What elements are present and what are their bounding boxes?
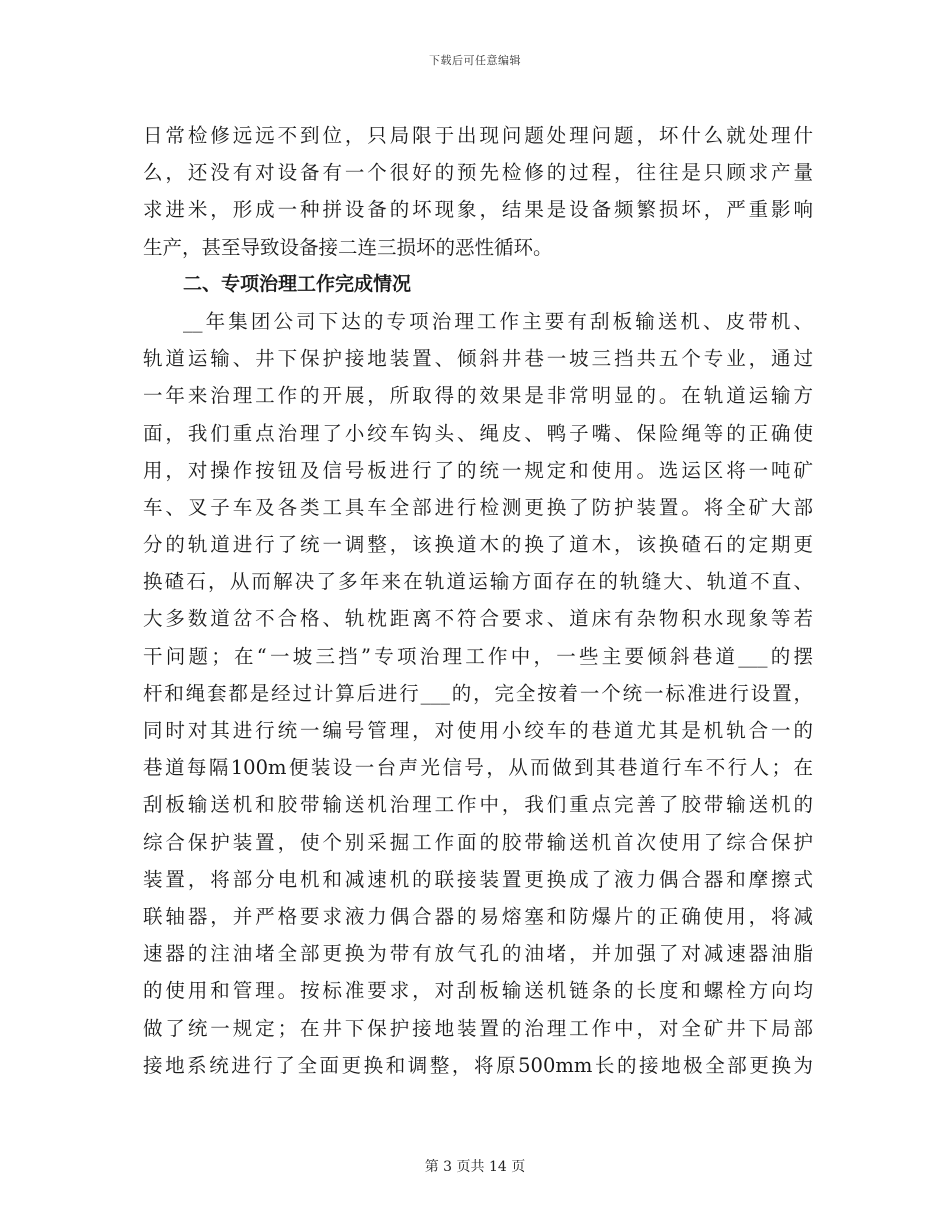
paragraph-1 bbox=[143, 117, 813, 266]
text-line: 同时对其进行统一编号管理，对使用小绞车的巷道尤其是机轨合一的 bbox=[143, 719, 813, 742]
text-line: 做了统一规定；在井下保护接地装置的治理工作中，对全矿井下局部 bbox=[143, 1016, 813, 1040]
document-body bbox=[143, 117, 813, 1084]
text-line: 速器的注油堵全部更换为带有放气孔的油堵，并加强了对减速器油脂 bbox=[143, 942, 813, 966]
page-footer: 第 3 页共 14 页 bbox=[424, 1159, 526, 1175]
text-line: 面，我们重点治理了小绞车钩头、绳皮、鸭子嘴、保险绳等的正确使 bbox=[143, 421, 813, 445]
section-heading: 二、专项治理工作完成情况 bbox=[183, 272, 412, 295]
page-header: 下载后可任意编辑 bbox=[429, 54, 521, 67]
text-line: 用，对操作按钮及信号板进行了的统一规定和使用。选运区将一吨矿 bbox=[143, 458, 813, 482]
text-line: 刮板输送机和胶带输送机治理工作中，我们重点完善了胶带输送机的 bbox=[143, 793, 813, 817]
text-line: 装置，将部分电机和减速机的联接装置更换成了液力偶合器和摩擦式 bbox=[143, 867, 813, 891]
text-line: 综合保护装置，使个别采掘工作面的胶带输送机首次使用了综合保护 bbox=[143, 830, 813, 854]
text-line: 日常检修远远不到位，只局限于出现问题处理问题，坏什么就处理什 bbox=[143, 124, 813, 147]
text-line: 么，还没有对设备有一个很好的预先检修的过程，往往是只顾求产量 bbox=[143, 161, 813, 185]
text-line: 换碴石，从而解决了多年来在轨道运输方面存在的轨缝大、轨道不直、 bbox=[143, 570, 813, 594]
text-line: 的使用和管理。按标准要求，对刮板输送机链条的长度和螺栓方向均 bbox=[143, 979, 813, 1003]
text-line: 车、叉子车及各类工具车全部进行检测更换了防护装置。将全矿大部 bbox=[143, 495, 813, 519]
text-line: 联轴器，并严格要求液力偶合器的易熔塞和防爆片的正确使用，将减 bbox=[143, 904, 813, 928]
text-line: 生产，甚至导致设备接二连三损坏的恶性循环。 bbox=[143, 235, 553, 259]
text-line: 求进米，形成一种拼设备的坏现象，结果是设备频繁损坏，严重影响 bbox=[143, 198, 813, 222]
text-line: 一年来治理工作的开展，所取得的效果是非常明显的。在轨道运输方 bbox=[143, 384, 813, 408]
text-line: __年集团公司下达的专项治理工作主要有刮板输送机、皮带机、 bbox=[183, 309, 813, 333]
text-line: 干问题；在“一坡三挡”专项治理工作中，一些主要倾斜巷道___的摆 bbox=[143, 644, 813, 668]
text-line: 巷道每隔100m便装设一台声光信号，从而做到其巷道行车不行人；在 bbox=[143, 756, 813, 780]
paragraph-2 bbox=[143, 303, 813, 1084]
text-line: 轨道运输、井下保护接地装置、倾斜井巷一坡三挡共五个专业，通过 bbox=[143, 347, 813, 371]
text-line: 大多数道岔不合格、轨枕距离不符合要求、道床有杂物积水现象等若 bbox=[143, 607, 813, 631]
text-line: 分的轨道进行了统一调整，该换道木的换了道木，该换碴石的定期更 bbox=[143, 533, 813, 557]
text-line: 接地系统进行了全面更换和调整，将原500mm长的接地极全部更换为 bbox=[143, 1053, 813, 1077]
text-line: 杆和绳套都是经过计算后进行___的，完全按着一个统一标准进行设置， bbox=[143, 681, 813, 705]
